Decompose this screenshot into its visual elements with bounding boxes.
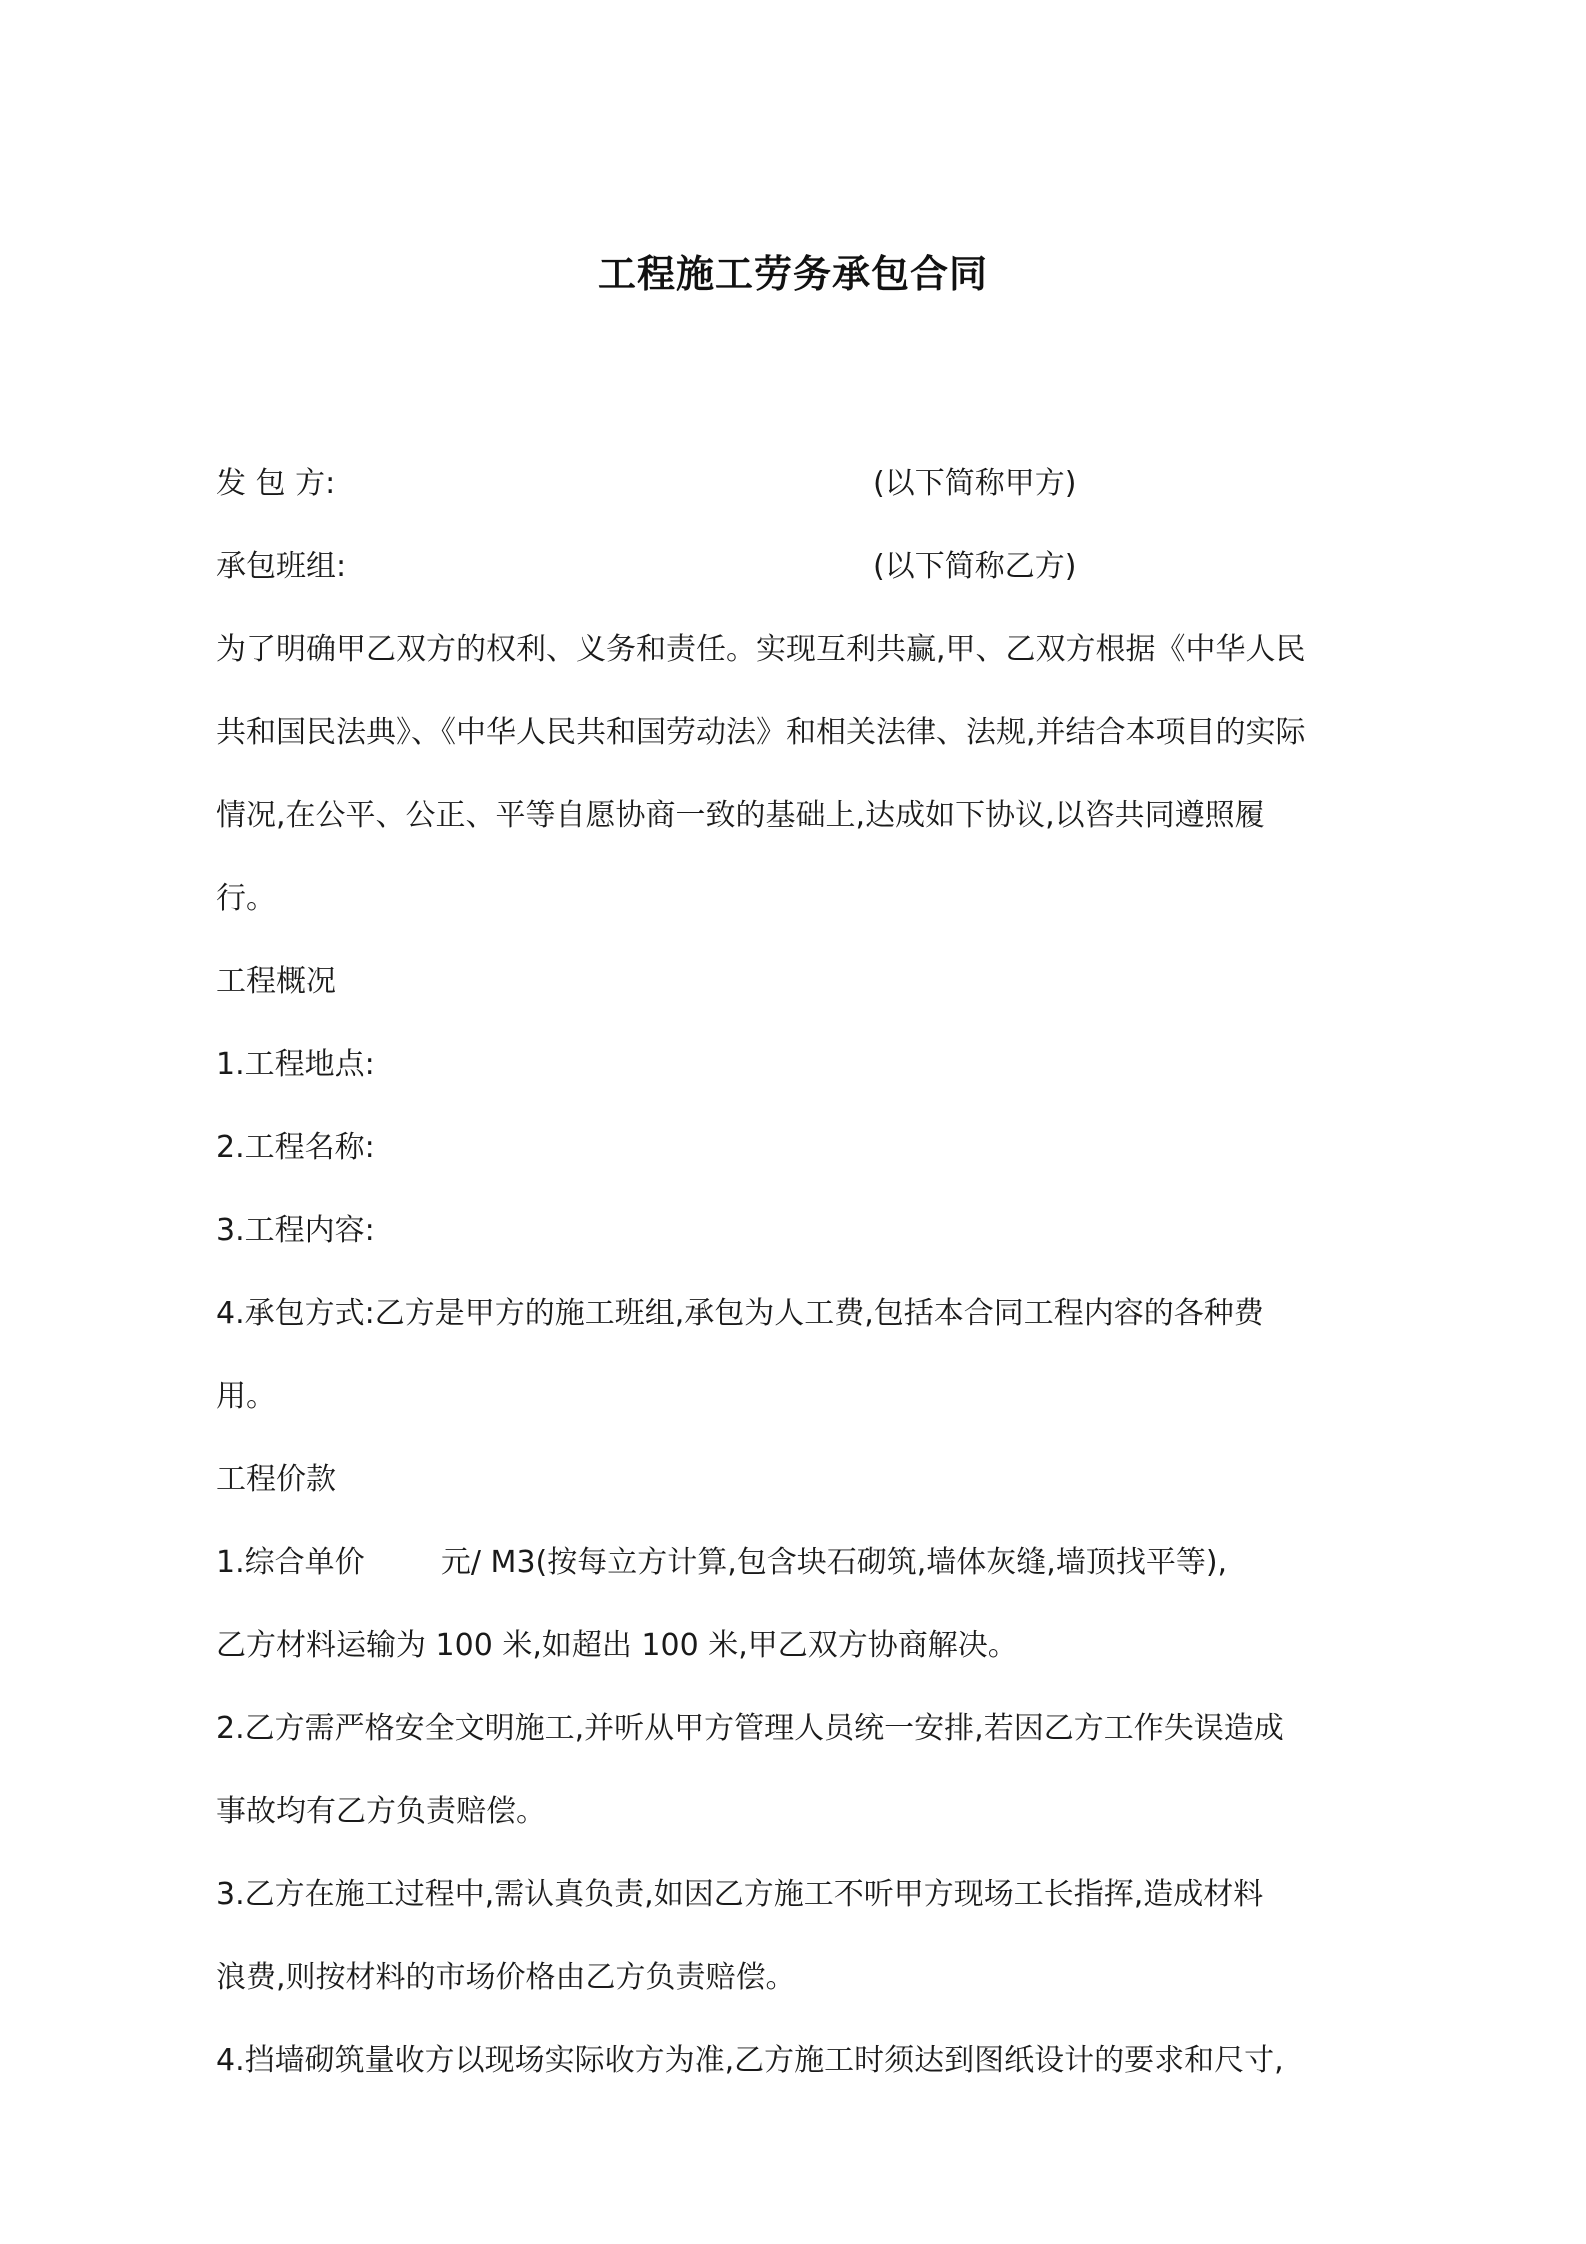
- overview-item: 2.工程名称:: [216, 1130, 375, 1165]
- party-b-label: 承包班组:: [216, 549, 347, 584]
- price-item: 乙方材料运输为 100 米,如超出 100 米,甲乙双方协商解决。: [216, 1628, 1018, 1663]
- price-item: 事故均有乙方负责赔偿。: [216, 1794, 546, 1829]
- party-b-note: (以下简称乙方): [873, 549, 1077, 584]
- intro-line: 为了明确甲乙双方的权利、义务和责任。实现互利共赢,甲、乙双方根据《中华人民: [216, 632, 1306, 667]
- party-a-note: (以下简称甲方): [873, 466, 1077, 501]
- document-title: 工程施工劳务承包合同: [597, 252, 988, 296]
- overview-item: 4.承包方式:乙方是甲方的施工班组,承包为人工费,包括本合同工程内容的各种费: [216, 1296, 1264, 1331]
- intro-line: 共和国民法典》、《中华人民共和国劳动法》和相关法律、法规,并结合本项目的实际: [216, 715, 1306, 750]
- intro-line: 行。: [216, 881, 276, 916]
- intro-line: 情况,在公平、公正、平等自愿协商一致的基础上,达成如下协议,以咨共同遵照履: [216, 798, 1265, 833]
- overview-item: 3.工程内容:: [216, 1213, 375, 1248]
- party-a-label: 发 包 方:: [216, 466, 336, 501]
- price-item: 1.综合单价 元/ M3(按每立方计算,包含块石砌筑,墙体灰缝,墙顶找平等),: [216, 1545, 1228, 1580]
- price-item: 浪费,则按材料的市场价格由乙方负责赔偿。: [216, 1960, 796, 1995]
- section-heading-overview: 工程概况: [216, 964, 336, 999]
- overview-item: 1.工程地点:: [216, 1047, 375, 1082]
- section-heading-price: 工程价款: [216, 1462, 336, 1497]
- price-item: 4.挡墙砌筑量收方以现场实际收方为准,乙方施工时须达到图纸设计的要求和尺寸,: [216, 2043, 1284, 2078]
- overview-item: 用。: [216, 1379, 276, 1414]
- price-item: 3.乙方在施工过程中,需认真负责,如因乙方施工不听甲方现场工长指挥,造成材料: [216, 1877, 1264, 1912]
- price-item: 2.乙方需严格安全文明施工,并听从甲方管理人员统一安排,若因乙方工作失误造成: [216, 1711, 1284, 1746]
